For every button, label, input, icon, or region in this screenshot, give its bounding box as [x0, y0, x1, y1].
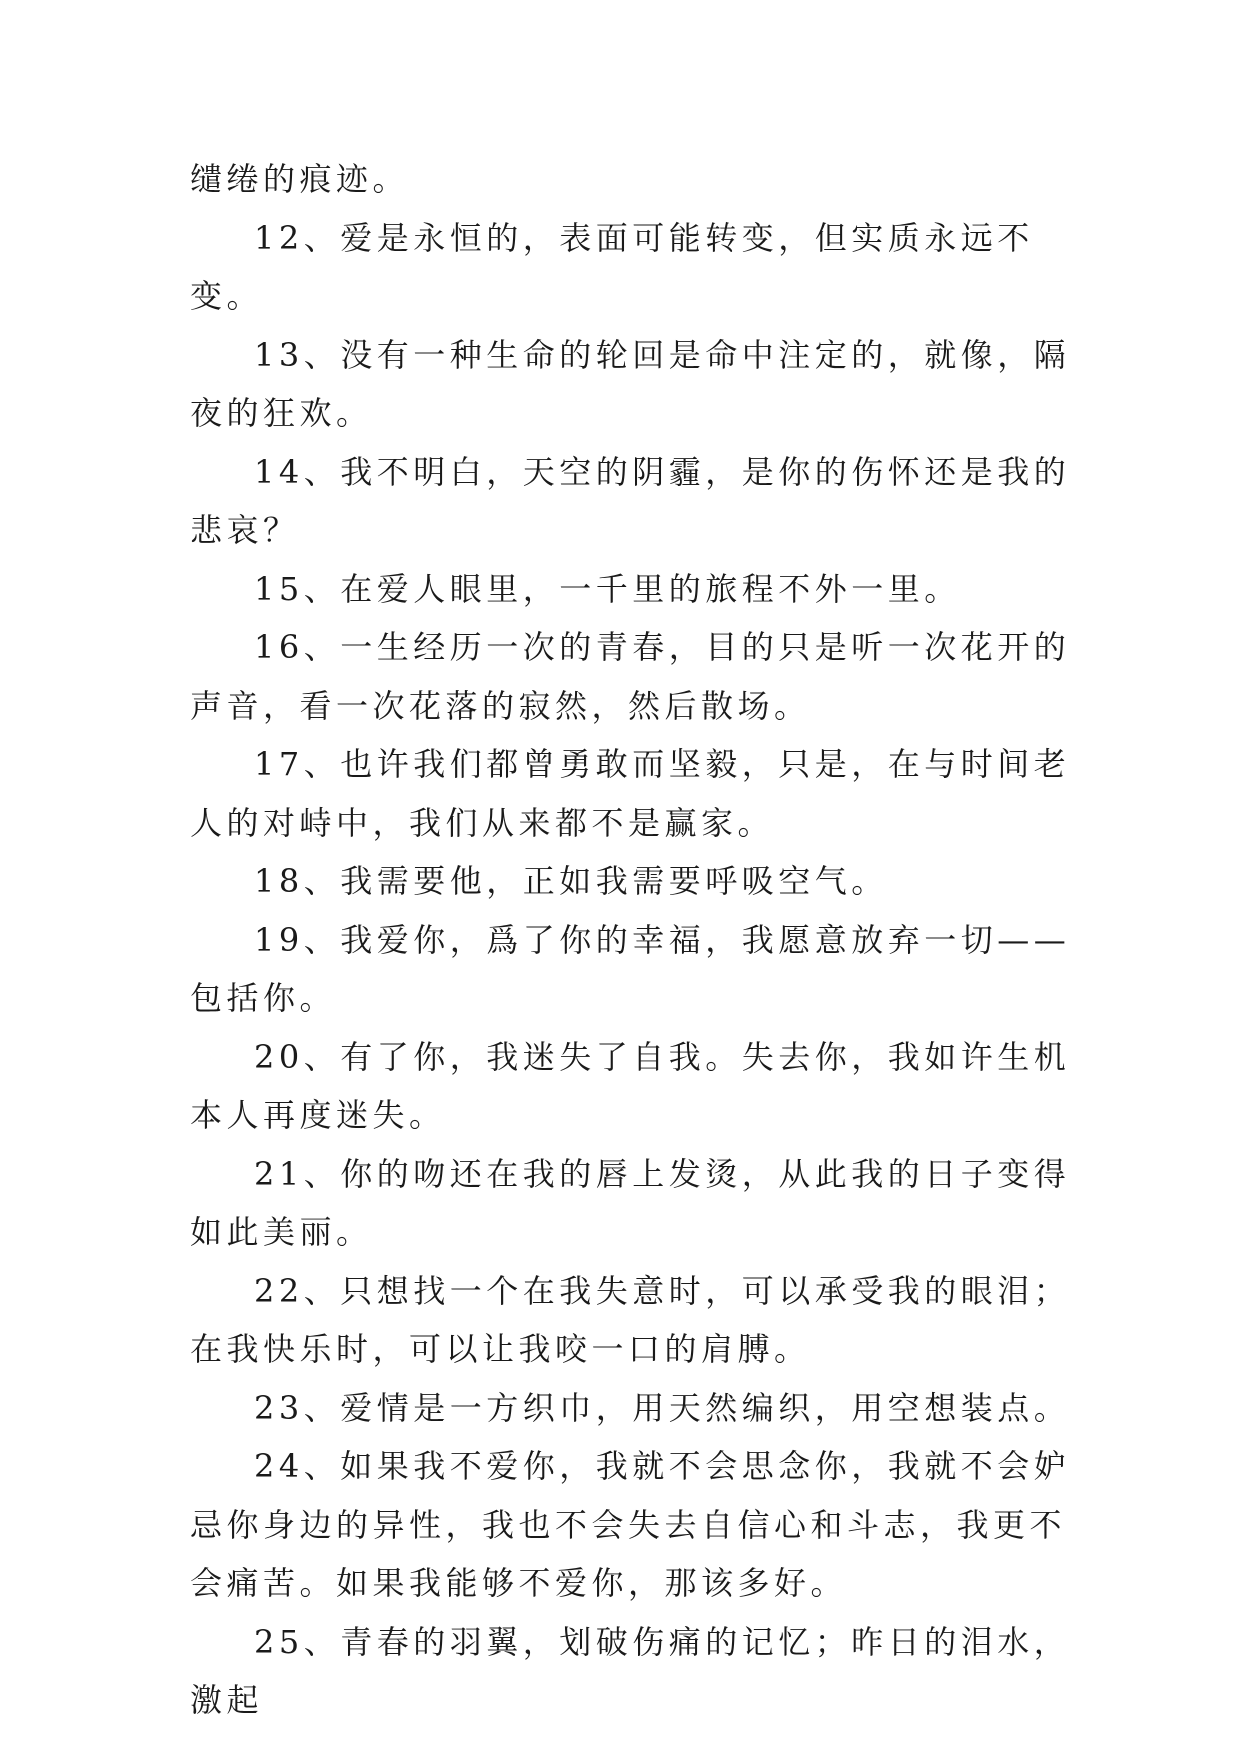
paragraph-18: 18、我需要他，正如我需要呼吸空气。	[254, 862, 888, 900]
paragraph-16: 16、一生经历一次的青春，目的只是听一次花开的声音，看一次花落的寂然，然后散场。	[190, 628, 1071, 725]
paragraph-25: 25、青春的羽翼，划破伤痛的记忆；昨日的泪水，激起	[190, 1622, 1071, 1719]
paragraph-13: 13、没有一种生命的轮回是命中注定的，就像，隔夜的狂欢。	[190, 335, 1071, 432]
paragraph-11-continuation: 缱绻的痕迹。	[190, 160, 410, 198]
paragraph-17: 17、也许我们都曾勇敢而坚毅，只是，在与时间老人的对峙中，我们从来都不是赢家。	[190, 745, 1071, 842]
body-text	[190, 150, 1090, 1730]
paragraph-21: 21、你的吻还在我的唇上发烫，从此我的日子变得如此美丽。	[190, 1154, 1071, 1251]
paragraph-22: 22、只想找一个在我失意时，可以承受我的眼泪；在我快乐时，可以让我咬一口的肩膊。	[190, 1271, 1071, 1368]
paragraph-14: 14、我不明白，天空的阴霾，是你的伤怀还是我的悲哀？	[190, 452, 1071, 549]
paragraph-19: 19、我爱你，爲了你的幸福，我愿意放弃一切——包括你。	[190, 920, 1071, 1017]
paragraph-15: 15、在爱人眼里，一千里的旅程不外一里。	[254, 569, 961, 608]
paragraph-20: 20、有了你，我迷失了自我。失去你，我如许生机本人再度迷失。	[190, 1037, 1071, 1134]
paragraph-23: 23、爱情是一方织巾，用天然编织，用空想装点。	[254, 1388, 1071, 1427]
paragraph-12: 12、爱是永恒的，表面可能转变，但实质永远不变。	[190, 218, 1034, 315]
paragraph-24: 24、如果我不爱你，我就不会思念你，我就不会妒忌你身边的异性，我也不会失去自信心和斗志，我更不会痛苦。如果我能够不爱你，那该多好。	[190, 1447, 1071, 1602]
